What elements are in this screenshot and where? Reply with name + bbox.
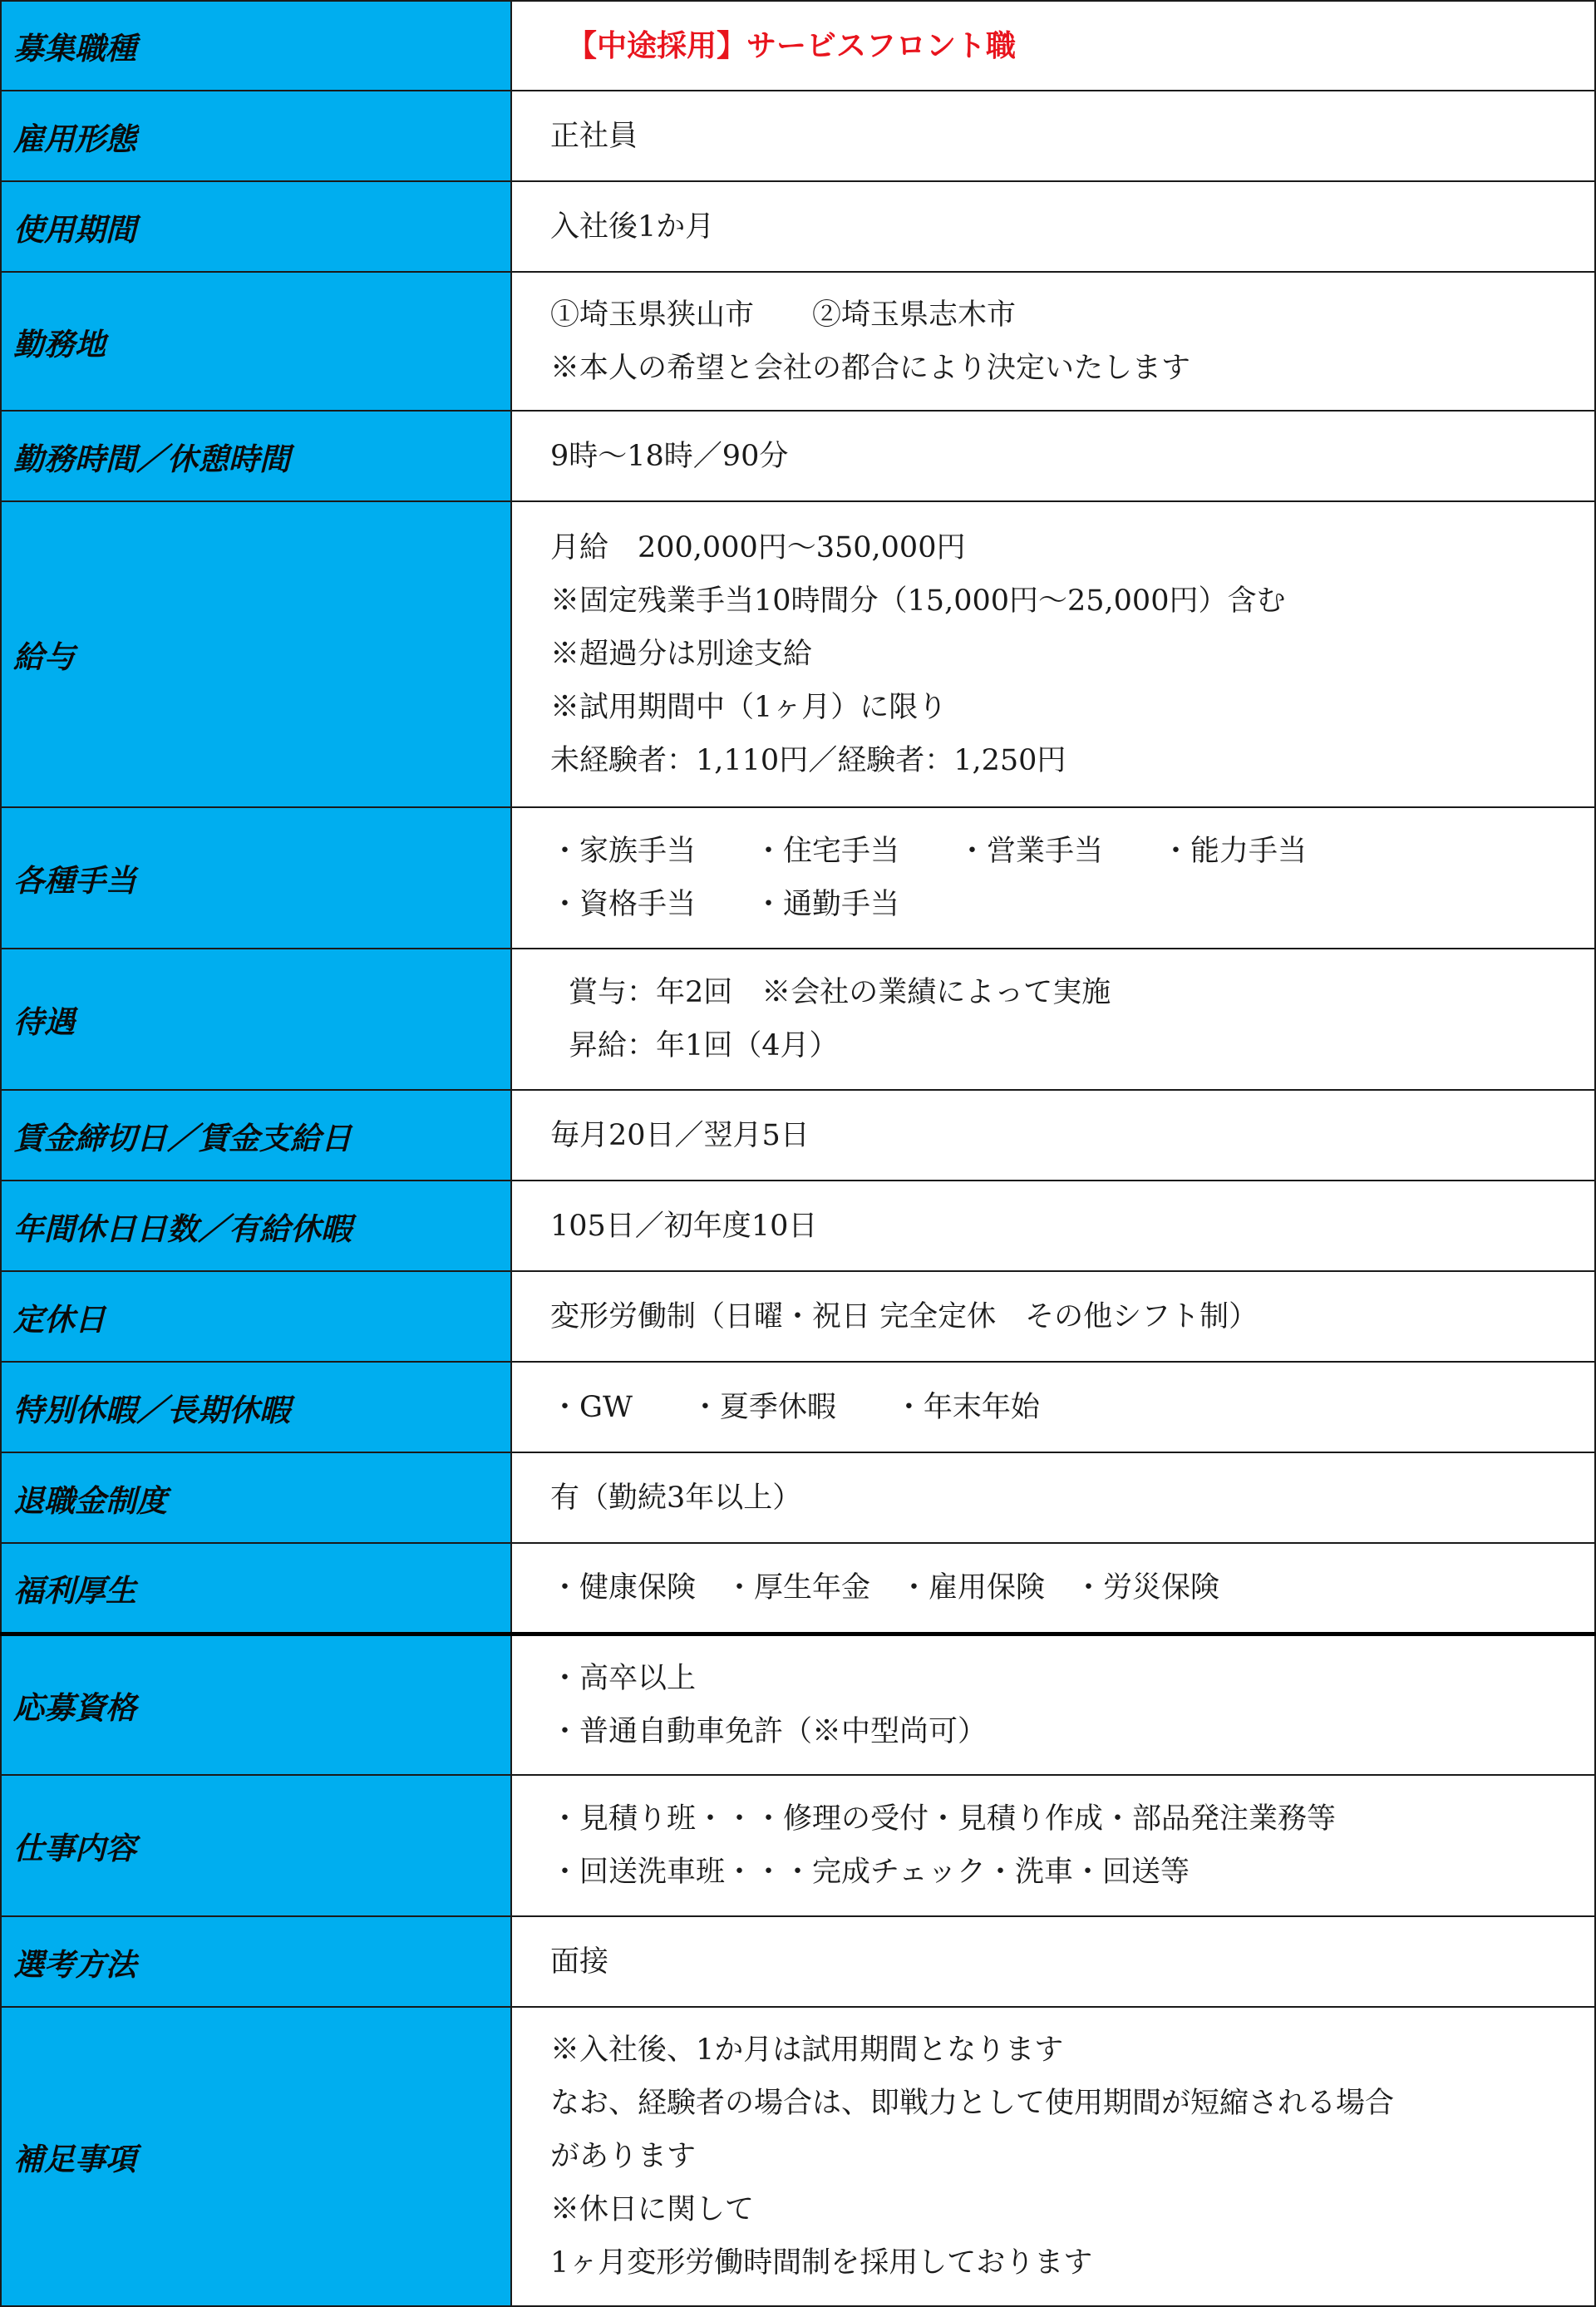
label-special-leave: 特別休暇／長期休暇	[1, 1362, 511, 1452]
job-title: 【中途採用】サービスフロント職	[567, 28, 1017, 63]
value-line: 賞与：年2回 ※会社の業績によって実施	[569, 976, 1111, 1009]
value-line: 105日／初年度10日	[550, 1209, 818, 1243]
value-line: ・健康保険 ・厚生年金 ・雇用保険 ・労災保険	[550, 1570, 1220, 1605]
value-line: ・回送洗車班・・・完成チェック・洗車・回送等	[550, 1856, 1190, 1889]
label-job-type: 募集職種	[1, 1, 511, 91]
value-line: 未経験者：1,110円／経験者：1,250円	[550, 744, 1066, 777]
value-job-type	[511, 1, 1595, 91]
value-selection-method	[511, 1916, 1595, 2007]
value-line: ・家族手当 ・住宅手当 ・営業手当 ・能力手当	[550, 835, 1308, 868]
value-line: ・普通自動車免許（※中型尚可）	[550, 1714, 988, 1748]
value-benefits-treatment	[511, 949, 1595, 1090]
row-selection-method	[1, 1916, 1595, 2007]
label-selection-method: 選考方法	[1, 1916, 511, 2007]
label-trial-period: 使用期間	[1, 181, 511, 272]
row-work-location	[1, 272, 1595, 411]
row-pay-dates	[1, 1090, 1595, 1181]
value-line: ※試用期間中（1ヶ月）に限り	[550, 691, 948, 724]
value-line: 変形労働制（日曜・祝日 完全定休 その他シフト制）	[550, 1299, 1259, 1333]
value-line: があります	[550, 2140, 697, 2173]
row-salary	[1, 501, 1595, 807]
value-pay-dates	[511, 1090, 1595, 1181]
value-line: なお、経験者の場合は、即戦力として使用期間が短縮される場合	[550, 2087, 1395, 2120]
value-line: ・高卒以上	[550, 1661, 697, 1695]
row-special-leave	[1, 1362, 1595, 1452]
label-work-hours: 勤務時間／休憩時間	[1, 411, 511, 501]
label-regular-holidays: 定休日	[1, 1271, 511, 1362]
row-trial-period	[1, 181, 1595, 272]
label-work-location: 勤務地	[1, 272, 511, 411]
value-line: 1ヶ月変形労働時間制を採用しております	[550, 2246, 1093, 2280]
value-trial-period	[511, 181, 1595, 272]
value-line: ※超過分は別途支給	[550, 638, 813, 671]
value-welfare	[511, 1543, 1595, 1634]
label-notes: 補足事項	[1, 2007, 511, 2306]
value-line: 入社後1か月	[550, 210, 715, 244]
value-line: ①埼玉県狭山市 ②埼玉県志木市	[550, 298, 1017, 332]
value-work-location	[511, 272, 1595, 411]
value-work-hours	[511, 411, 1595, 501]
label-allowances: 各種手当	[1, 807, 511, 949]
row-allowances	[1, 807, 1595, 949]
value-line: 昇給：年1回（4月）	[569, 1029, 839, 1062]
value-line: ・見積り班・・・修理の受付・見積り作成・部品発注業務等	[550, 1802, 1337, 1836]
label-retirement: 退職金制度	[1, 1452, 511, 1543]
row-welfare	[1, 1543, 1595, 1634]
label-annual-holidays: 年間休日日数／有給休暇	[1, 1181, 511, 1271]
value-annual-holidays	[511, 1181, 1595, 1271]
value-line: 有（勤続3年以上）	[550, 1481, 802, 1515]
value-regular-holidays	[511, 1271, 1595, 1362]
label-welfare: 福利厚生	[1, 1543, 511, 1634]
row-work-hours	[1, 411, 1595, 501]
value-employment-type	[511, 91, 1595, 181]
value-line: ※固定残業手当10時間分（15,000円～25,000円）含む	[550, 584, 1286, 618]
value-job-description	[511, 1775, 1595, 1916]
value-line: ※本人の希望と会社の都合により決定いたします	[550, 351, 1191, 385]
value-line: ・GW ・夏季休暇 ・年末年始	[550, 1390, 1040, 1424]
value-line: ・資格手当 ・通勤手当	[550, 888, 900, 921]
value-qualifications	[511, 1634, 1595, 1775]
value-special-leave	[511, 1362, 1595, 1452]
label-employment-type: 雇用形態	[1, 91, 511, 181]
value-salary	[511, 501, 1595, 807]
label-job-description: 仕事内容	[1, 1775, 511, 1916]
row-notes	[1, 2007, 1595, 2306]
value-line: ※休日に関して	[550, 2193, 755, 2226]
value-line: 毎月20日／翌月5日	[550, 1118, 810, 1152]
value-line: 面接	[550, 1945, 609, 1979]
row-employment-type	[1, 91, 1595, 181]
label-salary: 給与	[1, 501, 511, 807]
value-line: 月給 200,000円～350,000円	[550, 531, 966, 564]
value-retirement	[511, 1452, 1595, 1543]
row-job-description	[1, 1775, 1595, 1916]
row-regular-holidays	[1, 1271, 1595, 1362]
value-line: 9時～18時／90分	[550, 439, 789, 473]
label-qualifications: 応募資格	[1, 1634, 511, 1775]
row-annual-holidays	[1, 1181, 1595, 1271]
row-benefits-treatment	[1, 949, 1595, 1090]
label-pay-dates: 賃金締切日／賃金支給日	[1, 1090, 511, 1181]
value-notes	[511, 2007, 1595, 2306]
row-retirement	[1, 1452, 1595, 1543]
value-line: 正社員	[550, 119, 638, 153]
label-benefits-treatment: 待遇	[1, 949, 511, 1090]
value-allowances	[511, 807, 1595, 949]
row-job-type	[1, 1, 1595, 91]
value-line: ※入社後、1か月は試用期間となります	[550, 2033, 1064, 2067]
row-qualifications	[1, 1634, 1595, 1775]
